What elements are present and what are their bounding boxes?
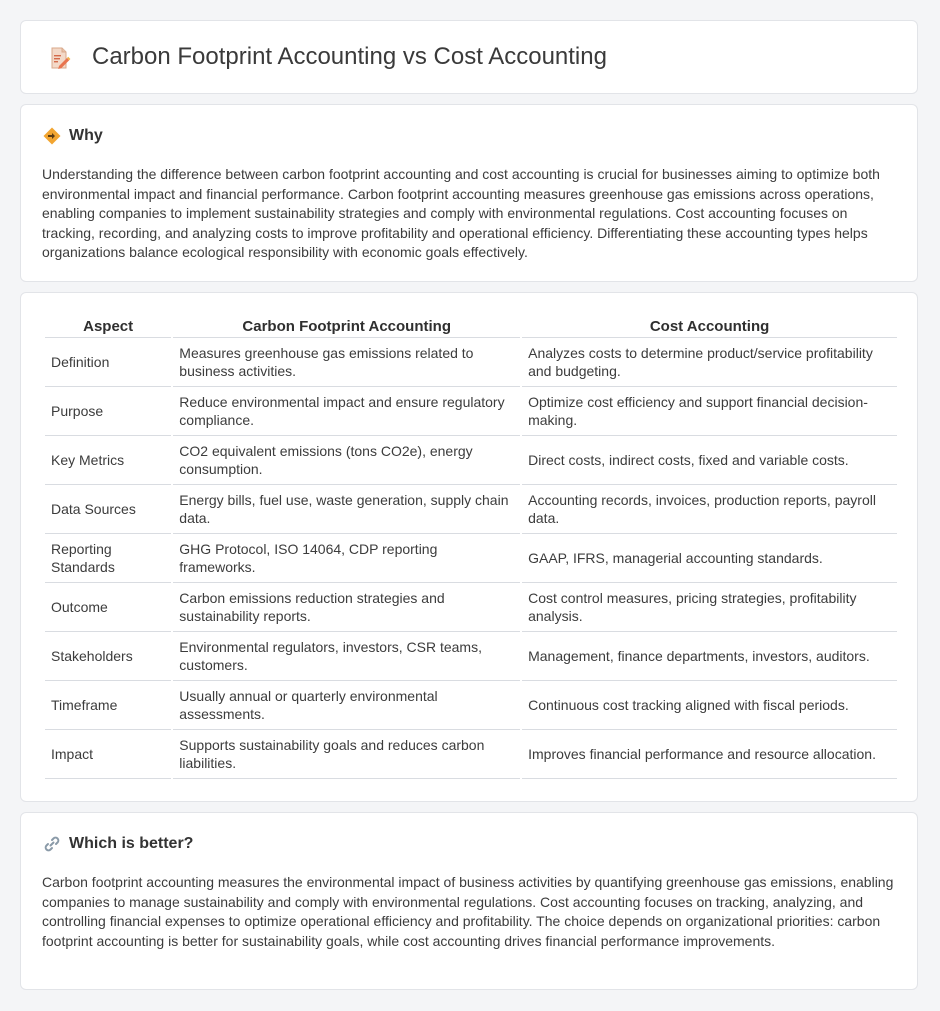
row-carbon: Environmental regulators, investors, CSR teams, customers. <box>173 632 520 681</box>
column-header-cost: Cost Accounting <box>522 315 897 338</box>
table-row <box>45 338 897 387</box>
table-row <box>45 583 897 632</box>
table-row <box>45 534 897 583</box>
comparison-section <box>20 292 918 802</box>
table-row <box>45 485 897 534</box>
column-header-aspect: Aspect <box>45 315 171 338</box>
row-carbon: Energy bills, fuel use, waste generation, supply chain data. <box>173 485 520 534</box>
row-cost: Analyzes costs to determine product/service profitability and budgeting. <box>522 338 897 387</box>
table-header-row <box>45 315 897 338</box>
row-cost: Management, finance departments, investors, auditors. <box>522 632 897 681</box>
row-aspect: Impact <box>45 730 171 779</box>
header-card <box>20 20 918 94</box>
row-carbon: CO2 equivalent emissions (tons CO2e), energy consumption. <box>173 436 520 485</box>
row-carbon: Carbon emissions reduction strategies and sustainability reports. <box>173 583 520 632</box>
row-cost: Continuous cost tracking aligned with fiscal periods. <box>522 681 897 730</box>
row-cost: Cost control measures, pricing strategies, profitability analysis. <box>522 583 897 632</box>
row-carbon: Measures greenhouse gas emissions related to business activities. <box>173 338 520 387</box>
row-carbon: Usually annual or quarterly environmental assessments. <box>173 681 520 730</box>
column-header-carbon: Carbon Footprint Accounting <box>173 315 520 338</box>
row-cost: Direct costs, indirect costs, fixed and variable costs. <box>522 436 897 485</box>
row-aspect: Key Metrics <box>45 436 171 485</box>
table-row <box>45 681 897 730</box>
which-is-better-section <box>20 812 918 990</box>
page-title: Carbon Footprint Accounting vs Cost Accounting <box>92 43 607 70</box>
row-aspect: Reporting Standards <box>45 534 171 583</box>
row-cost: Optimize cost efficiency and support financial decision-making. <box>522 387 897 436</box>
row-cost: Accounting records, invoices, production reports, payroll data. <box>522 485 897 534</box>
row-cost: Improves financial performance and resource allocation. <box>522 730 897 779</box>
table-row <box>45 730 897 779</box>
table-row <box>45 436 897 485</box>
row-aspect: Purpose <box>45 387 171 436</box>
row-aspect: Data Sources <box>45 485 171 534</box>
comparison-table <box>43 315 899 779</box>
row-aspect: Outcome <box>45 583 171 632</box>
better-paragraph: Carbon footprint accounting measures the environmental impact of business activities by quantifying greenhouse gas emissions, enabling companies to manage sustainability and comply with environmental regulations. Cost accounting focuses on tracking, analyzing, and controlling financial expenses to optimize operational efficiency and profitability. The choice depends on organizational priorities: carbon footprint accounting is better for sustainability goals, while cost accounting drives financial performance improvements. <box>42 874 894 949</box>
table-row <box>45 387 897 436</box>
row-carbon: Reduce environmental impact and ensure regulatory compliance. <box>173 387 520 436</box>
why-heading: Why <box>69 127 103 144</box>
row-carbon: Supports sustainability goals and reduces carbon liabilities. <box>173 730 520 779</box>
better-heading: Which is better? <box>69 835 194 852</box>
row-carbon: GHG Protocol, ISO 14064, CDP reporting frameworks. <box>173 534 520 583</box>
document-edit-icon <box>47 46 71 70</box>
row-aspect: Stakeholders <box>45 632 171 681</box>
table-row <box>45 632 897 681</box>
row-aspect: Timeframe <box>45 681 171 730</box>
why-section <box>20 104 918 282</box>
row-cost: GAAP, IFRS, managerial accounting standards. <box>522 534 897 583</box>
link-icon <box>43 835 61 853</box>
diamond-arrow-icon <box>43 127 61 145</box>
row-aspect: Definition <box>45 338 171 387</box>
why-paragraph: Understanding the difference between carbon footprint accounting and cost accounting is crucial for businesses aiming to optimize both environmental impact and financial performance. Carbon footprint accounting measures greenhouse gas emissions across operations, enabling companies to implement sustainability strategies and comply with environmental regulations. Cost accounting focuses on tracking, recording, and analyzing costs to improve profitability and operational efficiency. Differentiating these accounting types helps organizations balance ecological responsibility with economic goals effectively. <box>42 166 880 260</box>
